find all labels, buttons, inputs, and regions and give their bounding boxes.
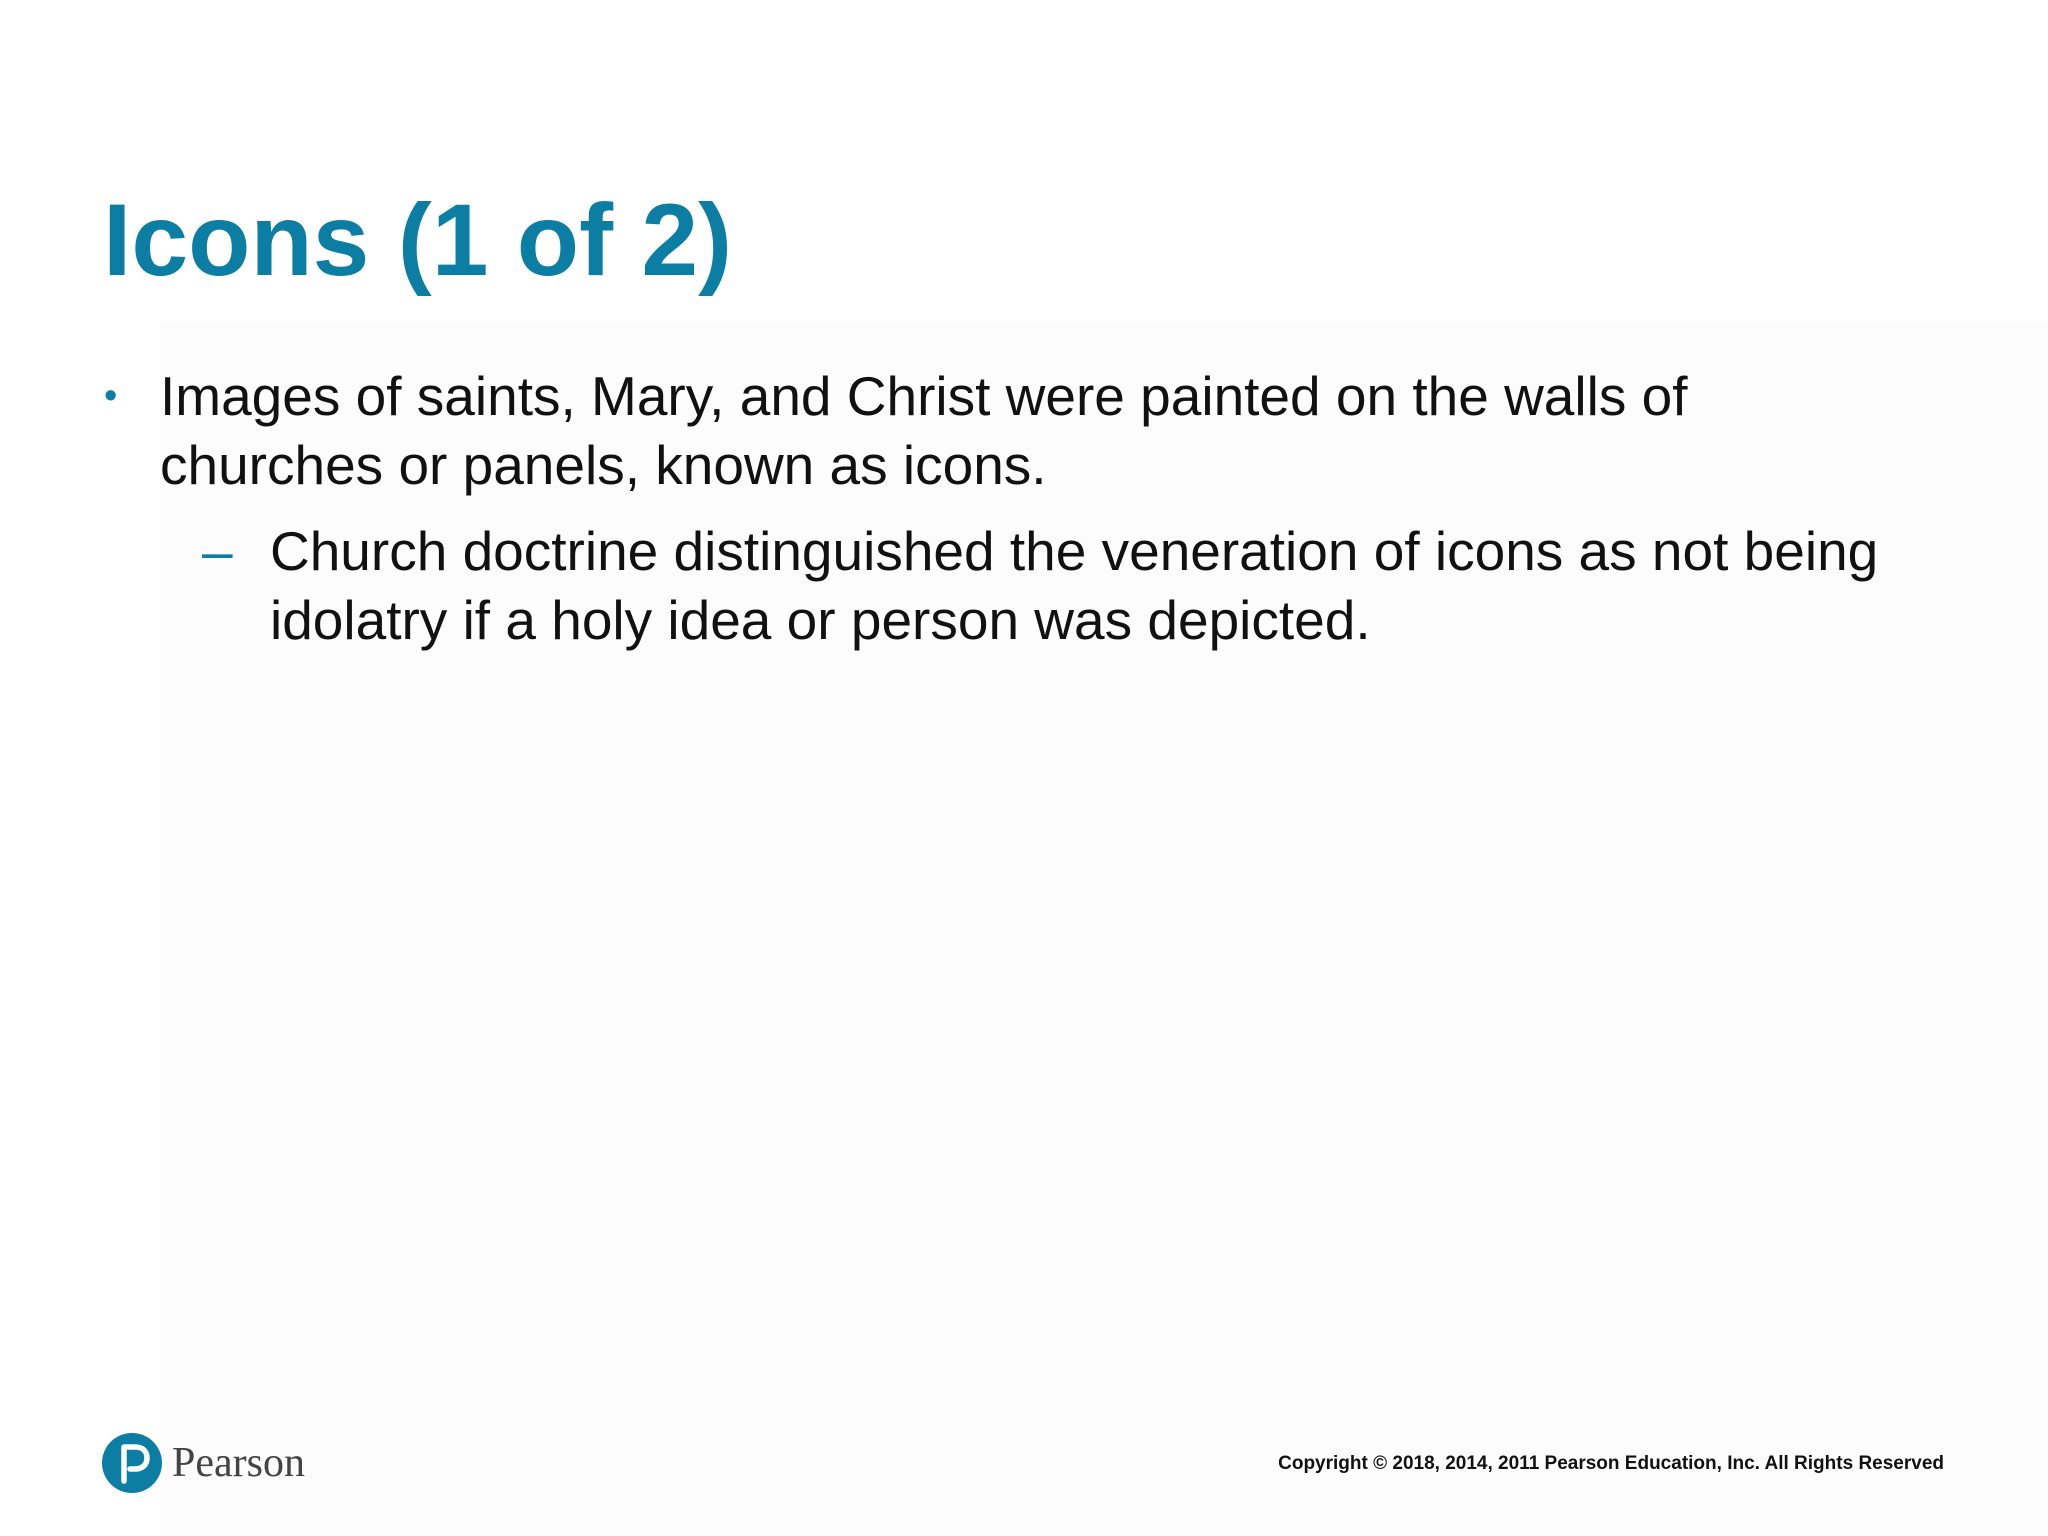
pearson-wordmark: Pearson [172,1440,305,1486]
content-panel [160,322,2048,1536]
pearson-logo [102,1430,305,1496]
bullet-text: Images of saints, Mary, and Christ were painted on the walls of churches or panels, known as icons. [160,365,1688,496]
sub-bullet-marker: – [202,520,233,582]
bullet-marker: • [104,375,118,417]
pearson-p-glyph-icon [102,1433,162,1493]
sub-bullet-text: Church doctrine distinguished the veneration of icons as not being idolatry if a holy idea or person was depicted. [270,520,1879,651]
pearson-p-icon [102,1433,162,1493]
slide-title: Icons (1 of 2) [103,183,733,297]
copyright-notice: Copyright © 2018, 2014, 2011 Pearson Education, Inc. All Rights Reserved [1278,1453,1944,1474]
